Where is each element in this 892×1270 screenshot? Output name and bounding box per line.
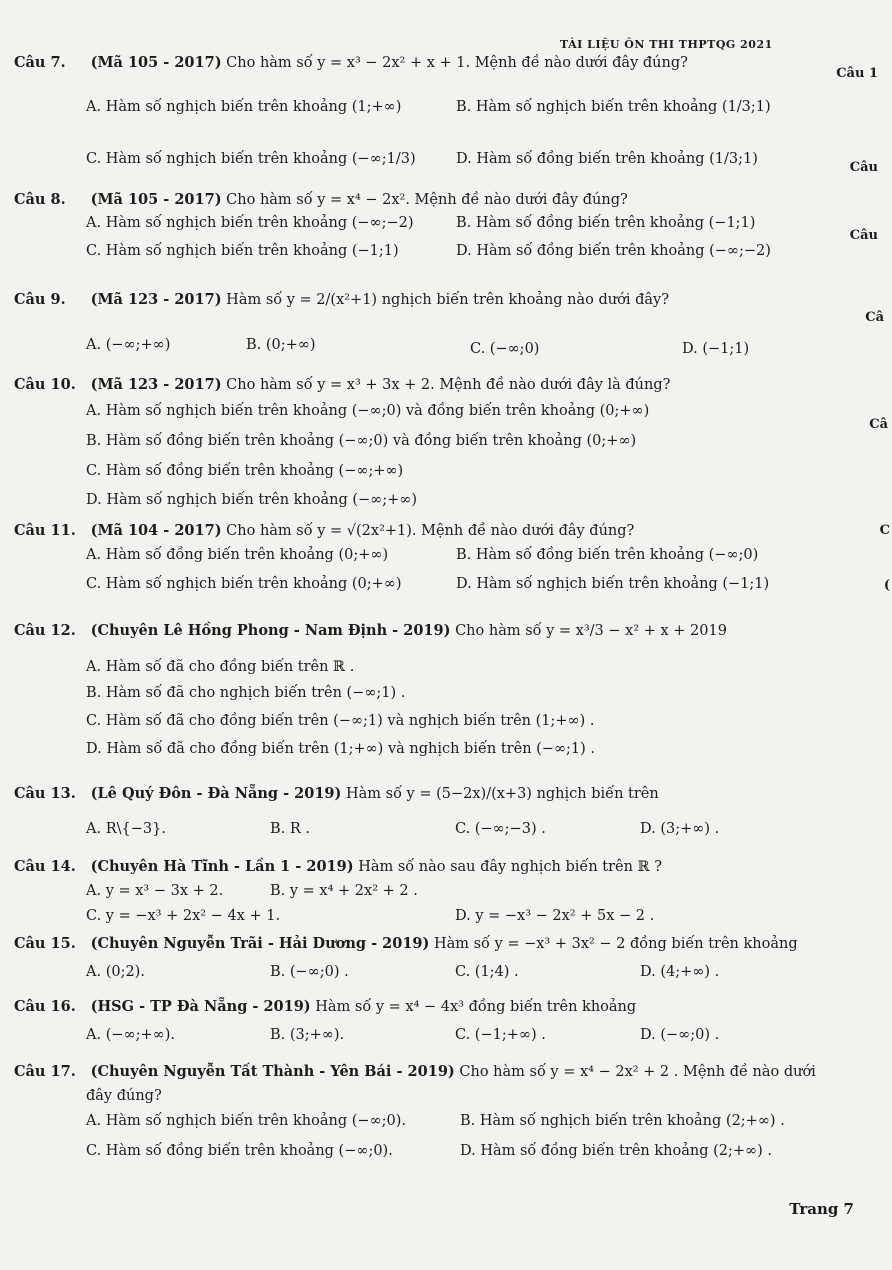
- option-b: B. Hàm số nghịch biến trên khoảng (1/3;1): [456, 99, 771, 115]
- question-17: [14, 1062, 832, 1082]
- option-b: B. Hàm số đồng biến trên khoảng (−1;1): [456, 215, 756, 231]
- question-16: [14, 997, 832, 1017]
- question-stem: Cho hàm số y = x⁴ − 2x². Mệnh đề nào dưới đây đúng?: [226, 192, 628, 208]
- option-d: D. (3;+∞) .: [640, 821, 720, 837]
- side-label: (: [883, 578, 890, 593]
- option-d: D. Hàm số đồng biến trên khoảng (2;+∞) .: [460, 1143, 772, 1159]
- question-source: (Mã 105 - 2017): [90, 191, 222, 208]
- question-source: (Chuyên Nguyễn Tất Thành - Yên Bái - 2019): [90, 1063, 455, 1080]
- question-source: (Mã 104 - 2017): [90, 522, 222, 539]
- option-a: A. (−∞;+∞): [86, 337, 171, 353]
- option-a: A. R\{−3}.: [86, 821, 166, 837]
- option-b: B. y = x⁴ + 2x² + 2 .: [270, 883, 418, 899]
- question-number: Câu 9.: [14, 291, 66, 308]
- question-number: Câu 15.: [14, 935, 76, 952]
- option-a: A. Hàm số đã cho đồng biến trên ℝ .: [86, 659, 355, 675]
- option-b: B. (−∞;0) .: [270, 964, 349, 980]
- option-a: A. (0;2).: [86, 964, 145, 980]
- question-number: Câu 16.: [14, 998, 76, 1015]
- side-label: Câu: [849, 228, 878, 243]
- option-c: C. Hàm số nghịch biến trên khoảng (−∞;1/3): [86, 151, 416, 167]
- option-b: B. Hàm số đã cho nghịch biến trên (−∞;1) .: [86, 685, 406, 701]
- question-source: (HSG - TP Đà Nẵng - 2019): [90, 998, 311, 1015]
- page-number: Trang 7: [789, 1200, 854, 1218]
- question-10: [14, 375, 832, 395]
- question-stem: Hàm số y = x⁴ − 4x³ đồng biến trên khoảng: [315, 999, 637, 1015]
- option-c: C. (−1;+∞) .: [455, 1027, 546, 1043]
- option-a: A. Hàm số nghịch biến trên khoảng (−∞;0).: [86, 1113, 406, 1129]
- question-source: (Chuyên Nguyễn Trãi - Hải Dương - 2019): [90, 935, 430, 952]
- question-14: [14, 857, 832, 877]
- question-stem: Cho hàm số y = x³/3 − x² + x + 2019: [455, 623, 727, 639]
- page-header: TÀI LIỆU ÔN THI THPTQG 2021: [560, 38, 773, 51]
- question-stem: Hàm số y = −x³ + 3x² − 2 đồng biến trên khoảng: [433, 936, 798, 952]
- question-number: Câu 7.: [14, 54, 66, 71]
- option-c: C. Hàm số nghịch biến trên khoảng (−1;1): [86, 243, 399, 259]
- option-d: D. Hàm số đồng biến trên khoảng (−∞;−2): [456, 243, 771, 259]
- option-b: B. (0;+∞): [246, 337, 316, 353]
- question-stem: Cho hàm số y = x³ − 2x² + x + 1. Mệnh đề nào dưới đây đúng?: [226, 55, 688, 71]
- question-7: [14, 53, 832, 73]
- side-label: Câu 1: [836, 66, 878, 81]
- option-b: B. Hàm số nghịch biến trên khoảng (2;+∞) .: [460, 1113, 785, 1129]
- question-15: [14, 934, 832, 954]
- option-c: C. Hàm số nghịch biến trên khoảng (0;+∞): [86, 576, 402, 592]
- question-stem: Hàm số nào sau đây nghịch biến trên ℝ ?: [358, 859, 663, 875]
- option-c: C. y = −x³ + 2x² − 4x + 1.: [86, 908, 281, 924]
- question-8: [14, 190, 832, 210]
- option-b: B. (3;+∞).: [270, 1027, 345, 1043]
- option-d: D. Hàm số nghịch biến trên khoảng (−1;1): [456, 576, 770, 592]
- option-b: B. Hàm số đồng biến trên khoảng (−∞;0): [456, 547, 759, 563]
- question-11: [14, 521, 832, 541]
- option-a: A. y = x³ − 3x + 2.: [86, 883, 224, 899]
- option-a: A. Hàm số nghịch biến trên khoảng (−∞;−2): [86, 215, 414, 231]
- question-stem: Cho hàm số y = x³ + 3x + 2. Mệnh đề nào dưới đây là đúng?: [226, 377, 671, 393]
- option-b: B. Hàm số đồng biến trên khoảng (−∞;0) và đồng biến trên khoảng (0;+∞): [86, 433, 637, 449]
- option-a: A. Hàm số đồng biến trên khoảng (0;+∞): [86, 547, 389, 563]
- option-d: D. y = −x³ − 2x² + 5x − 2 .: [455, 908, 655, 924]
- question-number: Câu 14.: [14, 858, 76, 875]
- side-label: C: [879, 523, 890, 538]
- question-number: Câu 8.: [14, 191, 66, 208]
- option-c: C. Hàm số đồng biến trên khoảng (−∞;+∞): [86, 463, 404, 479]
- option-c: C. Hàm số đồng biến trên khoảng (−∞;0).: [86, 1143, 393, 1159]
- option-d: D. Hàm số đã cho đồng biến trên (1;+∞) và nghịch biến trên (−∞;1) .: [86, 741, 596, 757]
- option-a: A. (−∞;+∞).: [86, 1027, 175, 1043]
- question-stem-continued: đây đúng?: [86, 1088, 162, 1104]
- question-number: Câu 11.: [14, 522, 76, 539]
- option-c: C. (−∞;−3) .: [455, 821, 546, 837]
- question-stem: Cho hàm số y = x⁴ − 2x² + 2 . Mệnh đề nào dưới: [459, 1064, 816, 1080]
- question-number: Câu 12.: [14, 622, 76, 639]
- option-a: A. Hàm số nghịch biến trên khoảng (−∞;0) và đồng biến trên khoảng (0;+∞): [86, 403, 650, 419]
- question-stem: Cho hàm số y = √(2x²+1). Mệnh đề nào dưới đây đúng?: [226, 523, 635, 539]
- option-d: D. Hàm số đồng biến trên khoảng (1/3;1): [456, 151, 758, 167]
- question-source: (Mã 105 - 2017): [90, 54, 222, 71]
- side-label: Câ: [865, 310, 884, 325]
- question-12: [14, 621, 832, 641]
- question-stem: Hàm số y = 2/(x²+1) nghịch biến trên khoảng nào dưới đây?: [226, 292, 669, 308]
- question-source: (Mã 123 - 2017): [90, 376, 222, 393]
- option-c: C. Hàm số đã cho đồng biến trên (−∞;1) và nghịch biến trên (1;+∞) .: [86, 713, 595, 729]
- question-source: (Mã 123 - 2017): [90, 291, 222, 308]
- option-d: D. (4;+∞) .: [640, 964, 720, 980]
- question-number: Câu 17.: [14, 1063, 76, 1080]
- question-9: [14, 290, 832, 310]
- option-c: C. (−∞;0): [470, 341, 540, 357]
- side-label: Câu: [849, 160, 878, 175]
- question-stem: Hàm số y = (5−2x)/(x+3) nghịch biến trên: [345, 786, 659, 802]
- option-d: D. (−∞;0) .: [640, 1027, 720, 1043]
- option-c: C. (1;4) .: [455, 964, 519, 980]
- option-a: A. Hàm số nghịch biến trên khoảng (1;+∞): [86, 99, 402, 115]
- question-13: [14, 784, 832, 804]
- question-source: (Chuyên Lê Hồng Phong - Nam Định - 2019): [90, 622, 451, 639]
- question-number: Câu 13.: [14, 785, 76, 802]
- side-label: Câ: [869, 417, 888, 432]
- option-d: D. (−1;1): [682, 341, 750, 357]
- option-b: B. R .: [270, 821, 311, 837]
- question-source: (Lê Quý Đôn - Đà Nẵng - 2019): [90, 785, 342, 802]
- question-number: Câu 10.: [14, 376, 76, 393]
- question-source: (Chuyên Hà Tĩnh - Lần 1 - 2019): [90, 858, 354, 875]
- option-d: D. Hàm số nghịch biến trên khoảng (−∞;+∞): [86, 492, 418, 508]
